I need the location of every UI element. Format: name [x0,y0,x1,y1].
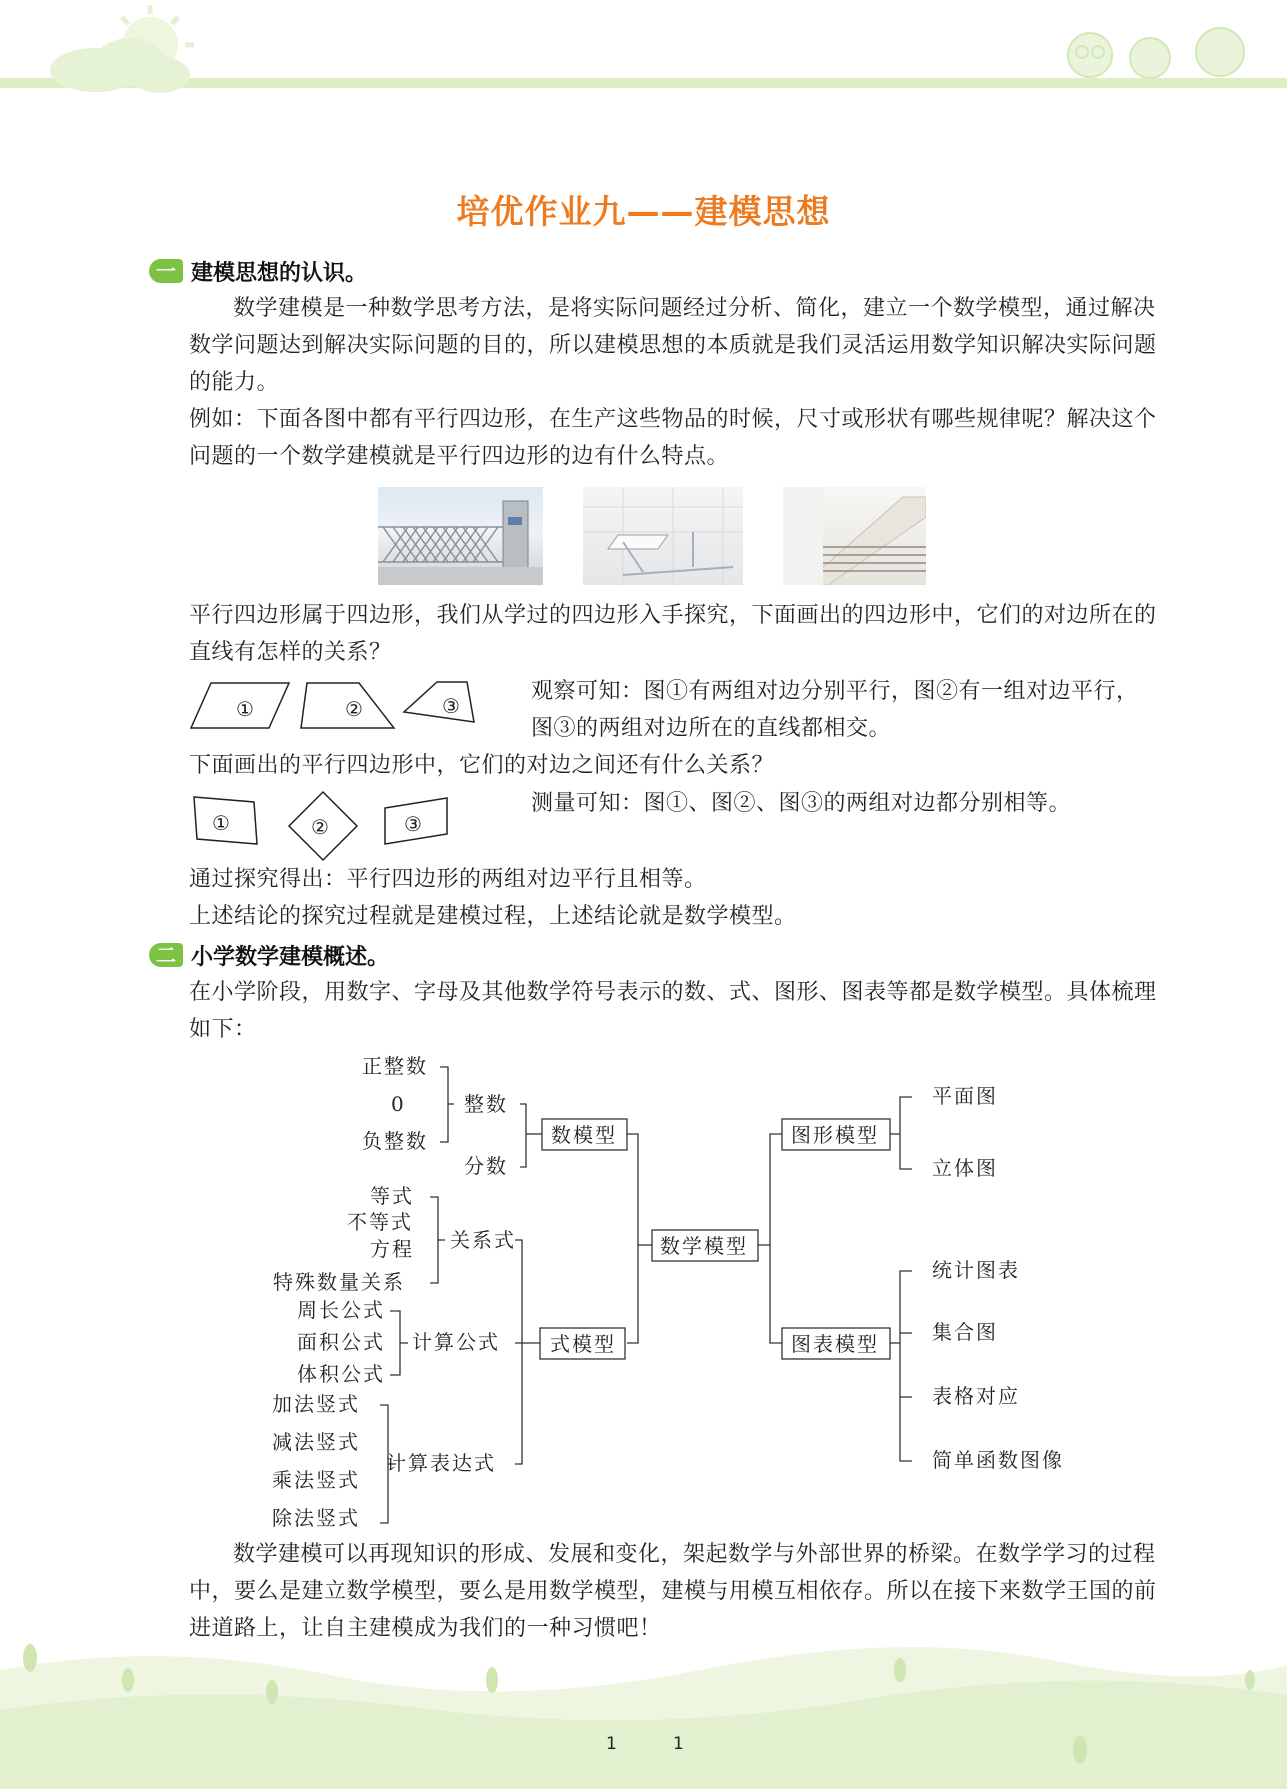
node-text: 等式 [370,1184,414,1208]
page-number-right: 1 [673,1734,684,1754]
conclusion-text: 通过探究得出：平行四边形的两组对边平行且相等。 [189,867,707,892]
section-2-heading [149,940,389,970]
photo-retractable-gate [378,487,543,585]
node-text: 式模型 [550,1332,616,1356]
photo-ceiling-dryer [583,487,743,585]
figure-label: ③ [442,694,462,718]
figure-label: ① [212,811,232,835]
paragraph-example: 例如：下面各图中都有平行四边形，在生产这些物品的时候，尺寸或形状有哪些规律呢？解决这个问题的一个数学建模就是平行四边形的边有什么特点。 [189,407,1157,469]
paragraph-intro: 数学建模是一种数学思考方法，是将实际问题经过分析、简化，建立一个数学模型，通过解决数学问题达到解决实际问题的目的，所以建模思想的本质就是我们灵活运用数学知识解决实际问题的能力。 [189,296,1157,395]
node-text: 体积公式 [297,1362,385,1386]
paragraph-quadrilateral: 平行四边形属于四边形，我们从学过的四边形入手探究，下面画出的四边形中，它们的对边所在的直线有怎样的关系？ [189,603,1157,665]
section-1-heading [149,256,367,286]
page-number-left: 1 [606,1734,617,1754]
page-title: 培优作业九——建模思想 [456,192,831,231]
section-heading-text: 建模思想的认识。 [191,260,368,286]
node-text: 减法竖式 [272,1430,360,1454]
quadrilateral-figures-1 [189,680,479,732]
conclusion-model-text: 上述结论的探究过程就是建模过程，上述结论就是数学模型。 [189,904,797,929]
node-text: 图表模型 [791,1332,879,1356]
figure-label: ② [311,815,331,839]
node-text: 负整数 [362,1129,428,1153]
node-text: 简单函数图像 [932,1448,1064,1472]
figure-label: ③ [404,812,424,836]
node-text: 立体图 [932,1156,998,1180]
node-text: 方程 [370,1237,414,1261]
observation-1: 观察可知：图①有两组对边分别平行，图②有一组对边平行，图③的两组对边所在的直线都相交。 [531,679,1139,741]
node-text: 关系式 [450,1228,516,1252]
node-text: 加法竖式 [272,1392,360,1416]
node-text: 不等式 [347,1210,413,1234]
node-text: 乘法竖式 [272,1468,360,1492]
observation-2: 测量可知：图①、图②、图③的两组对边都分别相等。 [531,791,1072,816]
footer-landscape-decoration [0,1600,1287,1789]
node-text: 计算公式 [412,1330,500,1354]
figure-label: ① [236,697,256,721]
node-text: 计算表达式 [386,1451,496,1475]
photo-staircase [783,487,926,585]
paragraph-parallelogram-question: 下面画出的平行四边形中，它们的对边之间还有什么关系？ [189,753,775,778]
paragraph-closing: 数学建模可以再现知识的形成、发展和变化，架起数学与外部世界的桥梁。在数学学习的过程中，要么是建立数学模型，要么是用数学模型，建模与用模互相依存。所以在接下来数学王国的前进道路上，让自主建模成为我们的一种习惯吧！ [189,1542,1157,1641]
section-number-badge: 一 [149,259,183,283]
node-text: 平面图 [932,1084,998,1108]
node-text: 特殊数量关系 [273,1270,405,1294]
node-text: 数模型 [551,1123,617,1147]
node-text: 整数 [464,1092,508,1116]
node-text: 表格对应 [932,1384,1020,1408]
node-text: 0 [391,1092,406,1116]
node-text: 统计图表 [932,1258,1020,1282]
node-text: 分数 [464,1154,508,1178]
node-text: 正整数 [362,1054,428,1078]
node-text: 集合图 [932,1320,998,1344]
figure-label: ② [345,697,365,721]
parallelogram-figures-2 [189,790,459,862]
node-text: 面积公式 [297,1330,385,1354]
section-number-badge: 二 [149,943,183,967]
animal-faces-icon [1068,28,1244,78]
node-text: 除法竖式 [272,1506,360,1530]
node-text: 周长公式 [297,1298,385,1322]
header-decoration [0,0,1287,110]
section-heading-text: 小学数学建模概述。 [191,944,390,970]
node-text: 图形模型 [791,1123,879,1147]
paragraph-overview: 在小学阶段，用数字、字母及其他数学符号表示的数、式、图形、图表等都是数学模型。具体梳理如下： [189,980,1157,1042]
math-model-tree-diagram [260,1045,1100,1535]
node-text: 数学模型 [660,1234,748,1258]
